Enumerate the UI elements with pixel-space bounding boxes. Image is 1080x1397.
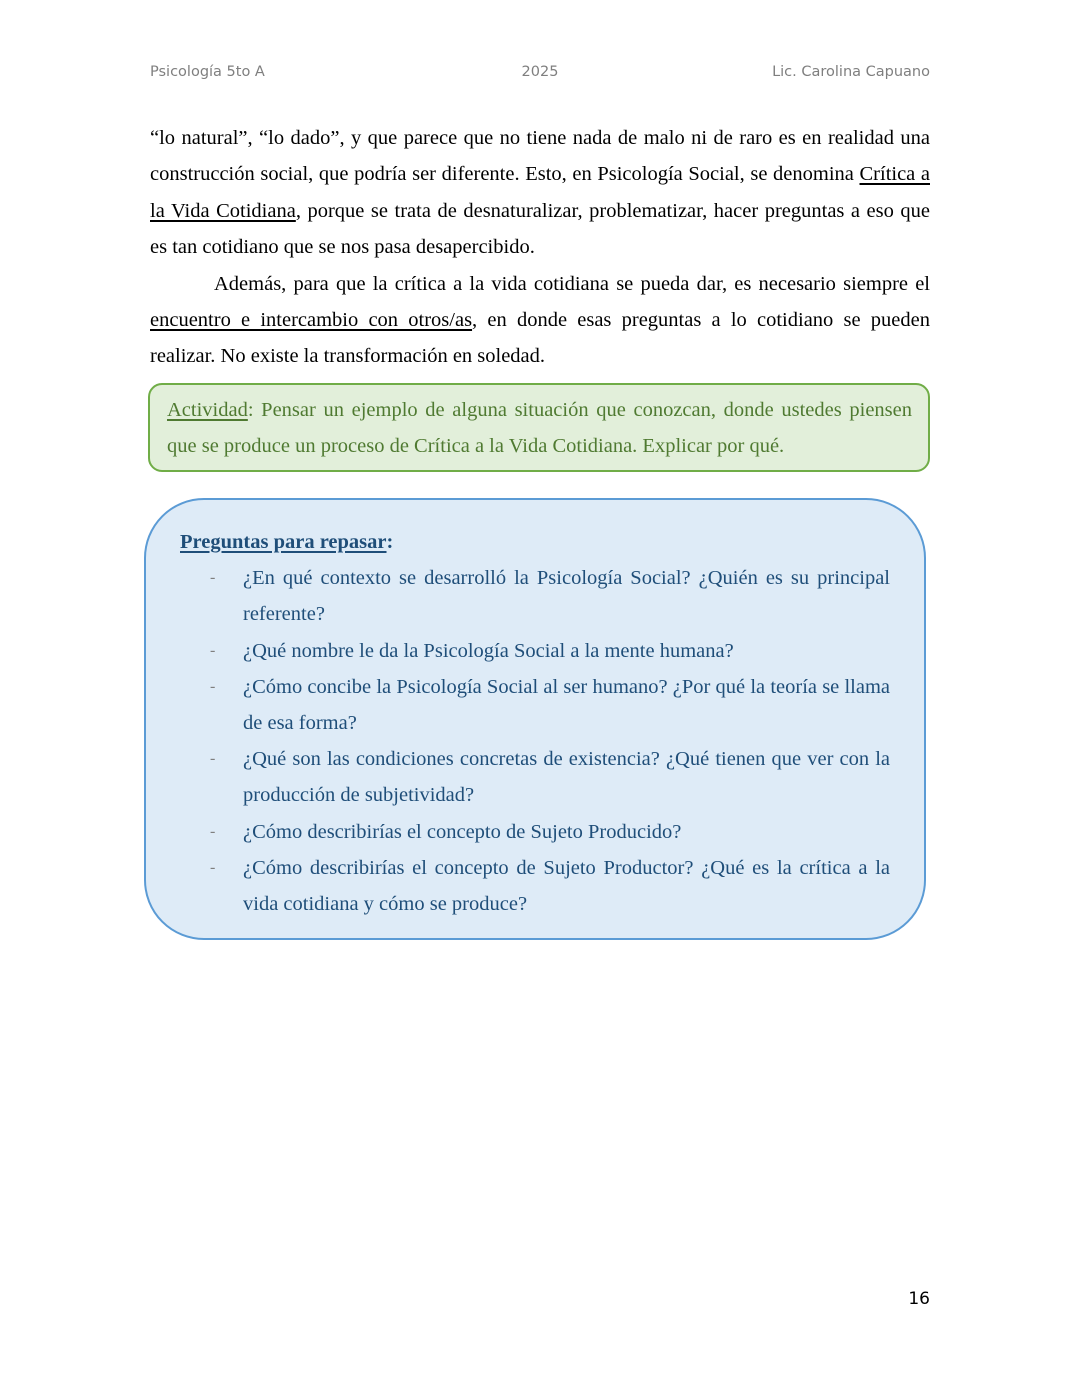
activity-label: Actividad xyxy=(167,399,248,421)
question-item xyxy=(180,814,890,850)
question-text: ¿Cómo describirías el concepto de Sujeto Producido? xyxy=(243,820,682,843)
dash-bullet-icon: - xyxy=(210,641,216,659)
header-course: Psicología 5to A xyxy=(150,64,265,80)
paragraph-2-text-b: , en donde esas preguntas a lo cotidiano se pueden realizar. No existe la transformación en soledad. xyxy=(150,309,930,368)
paragraph-1 xyxy=(150,120,930,266)
page-header xyxy=(150,64,930,84)
paragraph-1-text-a: “lo natural”, “lo dado”, y que parece que no tiene nada de malo ni de raro es en realidad una construcción social, que podría ser diferente. Esto, en Psicología Social, se denomina xyxy=(150,127,930,186)
question-item xyxy=(180,633,890,669)
question-list xyxy=(180,560,890,922)
body-text xyxy=(150,120,930,375)
question-item xyxy=(180,669,890,741)
dash-bullet-icon: - xyxy=(210,858,216,876)
question-text: ¿Qué son las condiciones concretas de existencia? ¿Qué tienen que ver con la producción de subjetividad? xyxy=(243,748,890,807)
question-text: ¿Cómo concibe la Psicología Social al ser humano? ¿Por qué la teoría se llama de esa forma? xyxy=(243,675,890,735)
review-title-colon: : xyxy=(386,531,394,553)
dash-bullet-icon: - xyxy=(210,750,216,768)
paragraph-2 xyxy=(150,266,930,375)
dash-bullet-icon: - xyxy=(210,677,216,695)
header-author: Lic. Carolina Capuano xyxy=(772,64,930,80)
header-year: 2025 xyxy=(521,64,559,80)
question-text: ¿En qué contexto se desarrolló la Psicología Social? ¿Quién es su principal referente? xyxy=(243,567,890,626)
paragraph-1-text-b: , porque se trata de desnaturalizar, problematizar, hacer preguntas a eso que es tan cotidiano que se nos pasa desapercibido. xyxy=(150,199,931,259)
review-questions-box xyxy=(144,498,926,940)
question-text: ¿Cómo describirías el concepto de Sujeto Productor? ¿Qué es la crítica a la vida cotidiana y cómo se produce? xyxy=(243,856,890,916)
question-item xyxy=(180,850,890,922)
activity-text: : Pensar un ejemplo de alguna situación que conozcan, donde ustedes piensen que se produce un proceso de Crítica a la Vida Cotidiana. Explicar por qué. xyxy=(167,399,912,457)
review-title-label: Preguntas para repasar xyxy=(180,531,387,553)
activity-box xyxy=(148,383,930,472)
review-title xyxy=(180,524,890,560)
question-item xyxy=(180,560,890,632)
encuentro-intercambio-term: encuentro e intercambio con otros/as xyxy=(150,309,473,332)
question-text: ¿Qué nombre le da la Psicología Social a la mente humana? xyxy=(243,639,734,662)
dash-bullet-icon: - xyxy=(210,569,216,587)
page-number: 16 xyxy=(908,1289,930,1309)
question-item xyxy=(180,741,890,813)
critica-vida-cotidiana-term: Crítica a la Vida Cotidiana xyxy=(150,163,930,222)
dash-bullet-icon: - xyxy=(210,822,216,840)
paragraph-2-text-a: Además, para que la crítica a la vida cotidiana se pueda dar, es necesario siempre el xyxy=(214,272,930,295)
